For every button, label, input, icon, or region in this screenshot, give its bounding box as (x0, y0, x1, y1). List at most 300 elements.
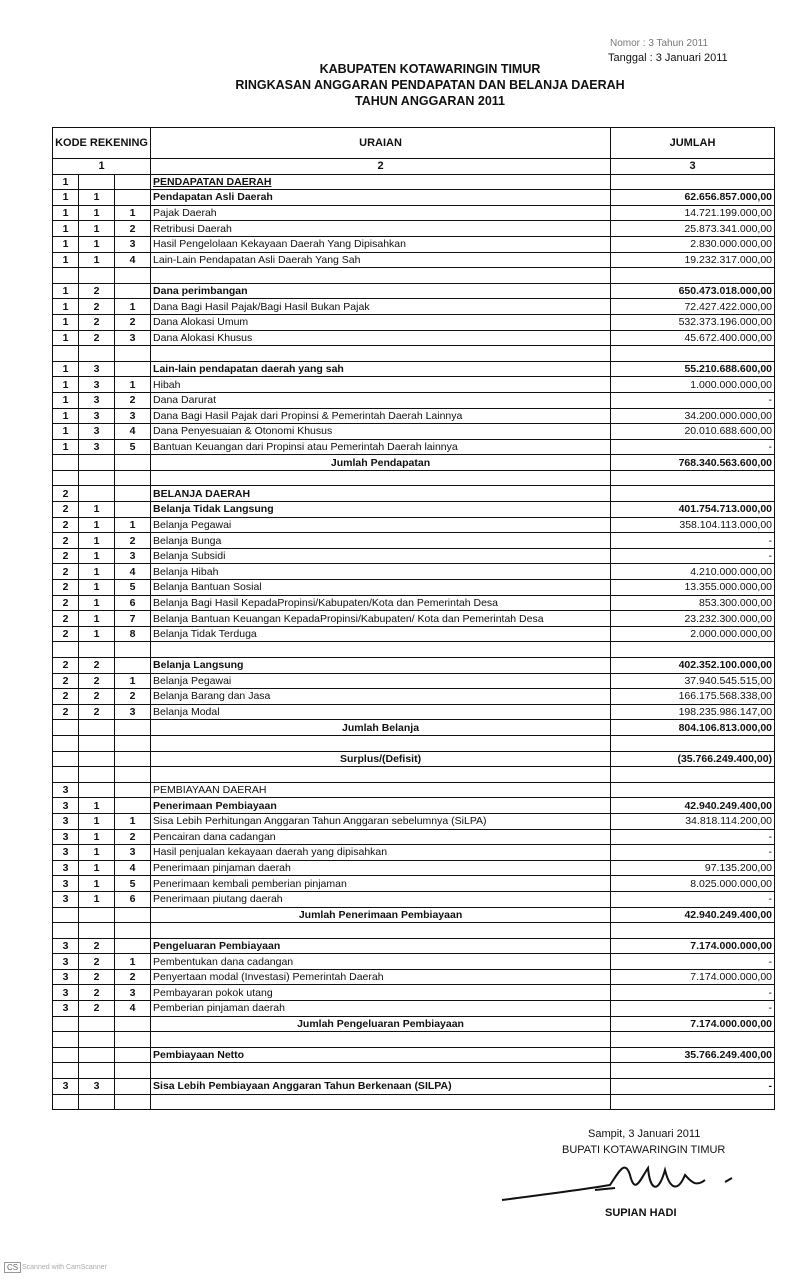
uraian-cell (151, 1094, 611, 1110)
kode-cell-2 (79, 1094, 115, 1110)
uraian-cell: Pembiayaan Netto (151, 1047, 611, 1063)
kode-cell-2 (79, 751, 115, 767)
jumlah-cell: 37.940.545.515,00 (611, 673, 775, 689)
kode-cell-3: 5 (115, 439, 151, 455)
kode-cell-3 (115, 767, 151, 783)
jumlah-cell: - (611, 829, 775, 845)
kode-cell-1: 2 (53, 486, 79, 502)
kode-cell-1: 1 (53, 330, 79, 346)
kode-cell-2: 2 (79, 985, 115, 1001)
jumlah-cell (611, 1063, 775, 1079)
uraian-cell: Bantuan Keuangan dari Propinsi atau Pemerintah Daerah lainnya (151, 439, 611, 455)
table-row (53, 1079, 775, 1095)
jumlah-cell (611, 346, 775, 362)
uraian-cell: Sisa Lebih Perhitungan Anggaran Tahun Anggaran sebelumnya (SiLPA) (151, 813, 611, 829)
kode-cell-2: 1 (79, 611, 115, 627)
uraian-cell: Belanja Pegawai (151, 517, 611, 533)
kode-cell-1: 3 (53, 1079, 79, 1095)
jumlah-cell: 804.106.813.000,00 (611, 720, 775, 736)
kode-cell-2: 1 (79, 252, 115, 268)
table-row (53, 314, 775, 330)
kode-cell-3: 5 (115, 876, 151, 892)
kode-cell-1: 1 (53, 190, 79, 206)
table-row (53, 782, 775, 798)
jumlah-cell: 7.174.000.000,00 (611, 969, 775, 985)
uraian-cell: Dana Alokasi Umum (151, 314, 611, 330)
kode-cell-2: 1 (79, 860, 115, 876)
jumlah-cell: 72.427.422.000,00 (611, 299, 775, 315)
kode-cell-3 (115, 642, 151, 658)
uraian-cell: Belanja Bantuan Keuangan KepadaPropinsi/Kabupaten/ Kota dan Pemerintah Desa (151, 611, 611, 627)
kode-cell-1: 3 (53, 938, 79, 954)
uraian-cell: Hibah (151, 377, 611, 393)
uraian-cell: Jumlah Penerimaan Pembiayaan (151, 907, 611, 923)
uraian-cell: Hasil penjualan kekayaan daerah yang dipisahkan (151, 845, 611, 861)
table-row (53, 439, 775, 455)
jumlah-cell: 853.300.000,00 (611, 595, 775, 611)
table-row (53, 346, 775, 362)
kode-cell-1: 3 (53, 1001, 79, 1017)
kode-cell-3: 3 (115, 845, 151, 861)
kode-cell-3 (115, 361, 151, 377)
table-row (53, 611, 775, 627)
kode-cell-2 (79, 1047, 115, 1063)
uraian-cell: Belanja Tidak Terduga (151, 626, 611, 642)
kode-cell-1: 3 (53, 954, 79, 970)
uraian-cell: Penerimaan piutang daerah (151, 891, 611, 907)
uraian-cell: Pendapatan Asli Daerah (151, 190, 611, 206)
kode-cell-1: 1 (53, 377, 79, 393)
kode-cell-2: 1 (79, 533, 115, 549)
kode-cell-2 (79, 268, 115, 284)
uraian-cell: Pencairan dana cadangan (151, 829, 611, 845)
kode-cell-3 (115, 1094, 151, 1110)
kode-cell-2: 3 (79, 1079, 115, 1095)
jumlah-cell: 532.373.196.000,00 (611, 314, 775, 330)
jumlah-cell: 62.656.857.000,00 (611, 190, 775, 206)
jumlah-cell: 23.232.300.000,00 (611, 611, 775, 627)
kode-cell-3 (115, 923, 151, 939)
uraian-cell: Belanja Bunga (151, 533, 611, 549)
uraian-cell: PENDAPATAN DAERAH (151, 174, 611, 190)
kode-cell-1: 3 (53, 876, 79, 892)
uraian-cell: Pembentukan dana cadangan (151, 954, 611, 970)
table-row (53, 1032, 775, 1048)
kode-cell-3: 6 (115, 891, 151, 907)
table-row (53, 954, 775, 970)
kode-cell-3 (115, 938, 151, 954)
kode-cell-1: 1 (53, 236, 79, 252)
kode-cell-3 (115, 1016, 151, 1032)
jumlah-cell: 4.210.000.000,00 (611, 564, 775, 580)
table-row (53, 205, 775, 221)
uraian-cell: Surplus/(Defisit) (151, 751, 611, 767)
jumlah-cell: 42.940.249.400,00 (611, 907, 775, 923)
jumlah-cell: 166.175.568.338,00 (611, 689, 775, 705)
table-row (53, 798, 775, 814)
jumlah-cell (611, 782, 775, 798)
kode-cell-3 (115, 502, 151, 518)
kode-cell-2: 1 (79, 205, 115, 221)
kode-cell-1: 3 (53, 969, 79, 985)
table-row (53, 735, 775, 751)
kode-cell-1: 1 (53, 314, 79, 330)
uraian-cell: Penerimaan pinjaman daerah (151, 860, 611, 876)
table-row (53, 813, 775, 829)
kode-cell-3: 1 (115, 673, 151, 689)
kode-cell-3 (115, 455, 151, 471)
document-date: Tanggal : 3 Januari 2011 (608, 52, 728, 64)
kode-cell-3: 5 (115, 580, 151, 596)
kode-cell-1: 1 (53, 221, 79, 237)
kode-cell-2: 1 (79, 829, 115, 845)
table-row (53, 361, 775, 377)
kode-cell-3 (115, 470, 151, 486)
kode-cell-1: 2 (53, 595, 79, 611)
kode-cell-3: 1 (115, 813, 151, 829)
kode-cell-1: 2 (53, 533, 79, 549)
kode-cell-1: 2 (53, 611, 79, 627)
uraian-cell: Dana Bagi Hasil Pajak dari Propinsi & Pemerintah Daerah Lainnya (151, 408, 611, 424)
table-row (53, 392, 775, 408)
uraian-cell: Pembayaran pokok utang (151, 985, 611, 1001)
jumlah-cell (611, 735, 775, 751)
table-row (53, 704, 775, 720)
uraian-cell: PEMBIAYAAN DAERAH (151, 782, 611, 798)
signature-name: SUPIAN HADI (605, 1207, 677, 1219)
table-row (53, 689, 775, 705)
table-row (53, 548, 775, 564)
jumlah-cell: - (611, 548, 775, 564)
kode-cell-1: 2 (53, 658, 79, 674)
title-line-1: KABUPATEN KOTAWARINGIN TIMUR (319, 62, 541, 76)
header-uraian: URAIAN (151, 128, 611, 159)
kode-cell-3 (115, 1047, 151, 1063)
kode-cell-3 (115, 190, 151, 206)
kode-cell-1 (53, 1094, 79, 1110)
kode-cell-1 (53, 455, 79, 471)
kode-cell-1: 2 (53, 502, 79, 518)
kode-cell-1 (53, 470, 79, 486)
uraian-cell: Belanja Bantuan Sosial (151, 580, 611, 596)
table-row (53, 891, 775, 907)
kode-cell-1 (53, 1016, 79, 1032)
kode-cell-3 (115, 720, 151, 736)
kode-cell-3: 4 (115, 424, 151, 440)
kode-cell-2: 1 (79, 517, 115, 533)
camscanner-text: Scanned with CamScanner (22, 1264, 107, 1271)
kode-cell-1: 1 (53, 392, 79, 408)
uraian-cell: Jumlah Belanja (151, 720, 611, 736)
kode-cell-1 (53, 735, 79, 751)
table-body (53, 174, 775, 1110)
uraian-cell (151, 1063, 611, 1079)
uraian-cell: Belanja Hibah (151, 564, 611, 580)
jumlah-cell: 2.000.000.000,00 (611, 626, 775, 642)
kode-cell-1 (53, 1047, 79, 1063)
jumlah-cell (611, 642, 775, 658)
table-row (53, 564, 775, 580)
uraian-cell: Pemberian pinjaman daerah (151, 1001, 611, 1017)
table-row (53, 1094, 775, 1110)
jumlah-cell: 42.940.249.400,00 (611, 798, 775, 814)
jumlah-cell: 7.174.000.000,00 (611, 938, 775, 954)
kode-cell-1: 3 (53, 829, 79, 845)
kode-cell-1: 3 (53, 798, 79, 814)
table-row (53, 377, 775, 393)
uraian-cell (151, 735, 611, 751)
kode-cell-1: 2 (53, 704, 79, 720)
kode-cell-2: 3 (79, 377, 115, 393)
uraian-cell: Sisa Lebih Pembiayaan Anggaran Tahun Berkenaan (SILPA) (151, 1079, 611, 1095)
table-row (53, 876, 775, 892)
kode-cell-1: 2 (53, 548, 79, 564)
kode-cell-2 (79, 767, 115, 783)
table-row (53, 424, 775, 440)
table-row (53, 502, 775, 518)
kode-cell-3: 3 (115, 985, 151, 1001)
kode-cell-1 (53, 751, 79, 767)
kode-cell-1: 3 (53, 985, 79, 1001)
kode-cell-1: 1 (53, 424, 79, 440)
uraian-cell: Jumlah Pengeluaran Pembiayaan (151, 1016, 611, 1032)
kode-cell-2: 1 (79, 891, 115, 907)
kode-cell-2: 3 (79, 392, 115, 408)
jumlah-cell: - (611, 1079, 775, 1095)
uraian-cell (151, 268, 611, 284)
kode-cell-2: 2 (79, 314, 115, 330)
kode-cell-3: 2 (115, 689, 151, 705)
kode-cell-2: 1 (79, 595, 115, 611)
kode-cell-2 (79, 1032, 115, 1048)
uraian-cell: Jumlah Pendapatan (151, 455, 611, 471)
kode-cell-1 (53, 1063, 79, 1079)
jumlah-cell: 25.873.341.000,00 (611, 221, 775, 237)
kode-cell-3: 4 (115, 564, 151, 580)
uraian-cell: Penerimaan kembali pemberian pinjaman (151, 876, 611, 892)
table-header (53, 128, 775, 175)
kode-cell-2: 3 (79, 361, 115, 377)
kode-cell-3: 4 (115, 1001, 151, 1017)
jumlah-cell: 97.135.200,00 (611, 860, 775, 876)
kode-cell-1 (53, 642, 79, 658)
uraian-cell: Lain-Lain Pendapatan Asli Daerah Yang Sah (151, 252, 611, 268)
kode-cell-1 (53, 1032, 79, 1048)
table-row (53, 221, 775, 237)
table-row (53, 658, 775, 674)
uraian-cell: BELANJA DAERAH (151, 486, 611, 502)
kode-cell-3: 1 (115, 205, 151, 221)
title-line-2: RINGKASAN ANGGARAN PENDAPATAN DAN BELANJA DAERAH (235, 78, 625, 92)
kode-cell-3: 3 (115, 548, 151, 564)
kode-cell-1: 2 (53, 626, 79, 642)
table-row (53, 174, 775, 190)
kode-cell-2: 1 (79, 548, 115, 564)
jumlah-cell: 8.025.000.000,00 (611, 876, 775, 892)
kode-cell-2: 2 (79, 1001, 115, 1017)
budget-summary-table (52, 127, 775, 1110)
kode-cell-3: 2 (115, 533, 151, 549)
table-row (53, 470, 775, 486)
kode-cell-3 (115, 268, 151, 284)
table-row (53, 408, 775, 424)
jumlah-cell (611, 486, 775, 502)
jumlah-cell (611, 470, 775, 486)
kode-cell-3 (115, 346, 151, 362)
kode-cell-2: 1 (79, 190, 115, 206)
kode-cell-1 (53, 907, 79, 923)
kode-cell-1: 3 (53, 891, 79, 907)
kode-cell-2: 2 (79, 689, 115, 705)
table-row (53, 938, 775, 954)
jumlah-cell (611, 923, 775, 939)
kode-cell-3: 1 (115, 377, 151, 393)
kode-cell-2 (79, 907, 115, 923)
uraian-cell (151, 470, 611, 486)
uraian-cell: Belanja Bagi Hasil KepadaPropinsi/Kabupaten/Kota dan Pemerintah Desa (151, 595, 611, 611)
table-row (53, 985, 775, 1001)
kode-cell-2: 1 (79, 502, 115, 518)
kode-cell-1: 2 (53, 673, 79, 689)
jumlah-cell: 55.210.688.600,00 (611, 361, 775, 377)
kode-cell-3 (115, 735, 151, 751)
uraian-cell: Retribusi Daerah (151, 221, 611, 237)
uraian-cell (151, 1032, 611, 1048)
kode-cell-2: 1 (79, 236, 115, 252)
kode-cell-1: 3 (53, 845, 79, 861)
kode-cell-2: 2 (79, 954, 115, 970)
jumlah-cell: 198.235.986.147,00 (611, 704, 775, 720)
table-row (53, 642, 775, 658)
kode-cell-2 (79, 642, 115, 658)
kode-cell-2: 1 (79, 798, 115, 814)
jumlah-cell (611, 767, 775, 783)
jumlah-cell: 768.340.563.600,00 (611, 455, 775, 471)
jumlah-cell: 401.754.713.000,00 (611, 502, 775, 518)
jumlah-cell: - (611, 985, 775, 1001)
kode-cell-1 (53, 923, 79, 939)
kode-cell-2: 2 (79, 704, 115, 720)
kode-cell-3 (115, 751, 151, 767)
table-row (53, 1063, 775, 1079)
uraian-cell: Pengeluaran Pembiayaan (151, 938, 611, 954)
uraian-cell: Penyertaan modal (Investasi) Pemerintah Daerah (151, 969, 611, 985)
uraian-cell: Belanja Langsung (151, 658, 611, 674)
jumlah-cell: 34.818.114.200,00 (611, 813, 775, 829)
kode-cell-1: 3 (53, 813, 79, 829)
kode-cell-1: 1 (53, 439, 79, 455)
table-row (53, 626, 775, 642)
jumlah-cell: 13.355.000.000,00 (611, 580, 775, 596)
table-row (53, 595, 775, 611)
uraian-cell: Belanja Barang dan Jasa (151, 689, 611, 705)
kode-cell-2: 1 (79, 876, 115, 892)
jumlah-cell: (35.766.249.400,00) (611, 751, 775, 767)
kode-cell-1: 1 (53, 408, 79, 424)
jumlah-cell: 1.000.000.000,00 (611, 377, 775, 393)
kode-cell-3: 6 (115, 595, 151, 611)
kode-cell-3: 2 (115, 221, 151, 237)
jumlah-cell: - (611, 1001, 775, 1017)
kode-cell-3: 1 (115, 954, 151, 970)
kode-cell-3 (115, 658, 151, 674)
kode-cell-3 (115, 486, 151, 502)
signature-position: BUPATI KOTAWARINGIN TIMUR (562, 1144, 726, 1156)
kode-cell-3: 3 (115, 236, 151, 252)
kode-cell-3: 2 (115, 392, 151, 408)
jumlah-cell (611, 174, 775, 190)
table-row (53, 845, 775, 861)
table-row (53, 673, 775, 689)
kode-cell-3: 4 (115, 860, 151, 876)
jumlah-cell: - (611, 439, 775, 455)
table-row (53, 190, 775, 206)
kode-cell-2: 3 (79, 439, 115, 455)
table-row (53, 720, 775, 736)
uraian-cell: Dana perimbangan (151, 283, 611, 299)
uraian-cell (151, 642, 611, 658)
uraian-cell: Dana Penyesuaian & Otonomi Khusus (151, 424, 611, 440)
uraian-cell (151, 346, 611, 362)
kode-cell-1: 2 (53, 517, 79, 533)
kode-cell-2 (79, 470, 115, 486)
table-row (53, 517, 775, 533)
table-row (53, 330, 775, 346)
table-row (53, 236, 775, 252)
header-kode-rekening: KODE REKENING (53, 128, 151, 159)
kode-cell-2 (79, 1016, 115, 1032)
kode-cell-2: 2 (79, 658, 115, 674)
kode-cell-1 (53, 720, 79, 736)
kode-cell-2 (79, 782, 115, 798)
header-num-1: 1 (53, 159, 151, 175)
table-row (53, 969, 775, 985)
table-row (53, 455, 775, 471)
table-row (53, 1016, 775, 1032)
kode-cell-1: 3 (53, 860, 79, 876)
kode-cell-2 (79, 346, 115, 362)
kode-cell-2: 2 (79, 299, 115, 315)
kode-cell-2: 1 (79, 845, 115, 861)
camscanner-logo: CS (4, 1262, 21, 1273)
kode-cell-2 (79, 720, 115, 736)
jumlah-cell: - (611, 891, 775, 907)
jumlah-cell (611, 1032, 775, 1048)
jumlah-cell (611, 1094, 775, 1110)
table-row (53, 580, 775, 596)
uraian-cell: Penerimaan Pembiayaan (151, 798, 611, 814)
kode-cell-2: 3 (79, 424, 115, 440)
signature-place-date: Sampit, 3 Januari 2011 (588, 1128, 701, 1140)
uraian-cell: Pajak Daerah (151, 205, 611, 221)
document-number: Nomor : 3 Tahun 2011 (610, 38, 709, 49)
kode-cell-2: 1 (79, 580, 115, 596)
kode-cell-2: 2 (79, 938, 115, 954)
header-num-3: 3 (611, 159, 775, 175)
table-row (53, 907, 775, 923)
kode-cell-2: 2 (79, 673, 115, 689)
uraian-cell (151, 923, 611, 939)
uraian-cell: Dana Darurat (151, 392, 611, 408)
jumlah-cell: 45.672.400.000,00 (611, 330, 775, 346)
kode-cell-1: 1 (53, 252, 79, 268)
uraian-cell: Belanja Subsidi (151, 548, 611, 564)
kode-cell-1: 1 (53, 361, 79, 377)
table-row (53, 1001, 775, 1017)
kode-cell-2: 2 (79, 969, 115, 985)
uraian-cell (151, 767, 611, 783)
uraian-cell: Belanja Pegawai (151, 673, 611, 689)
